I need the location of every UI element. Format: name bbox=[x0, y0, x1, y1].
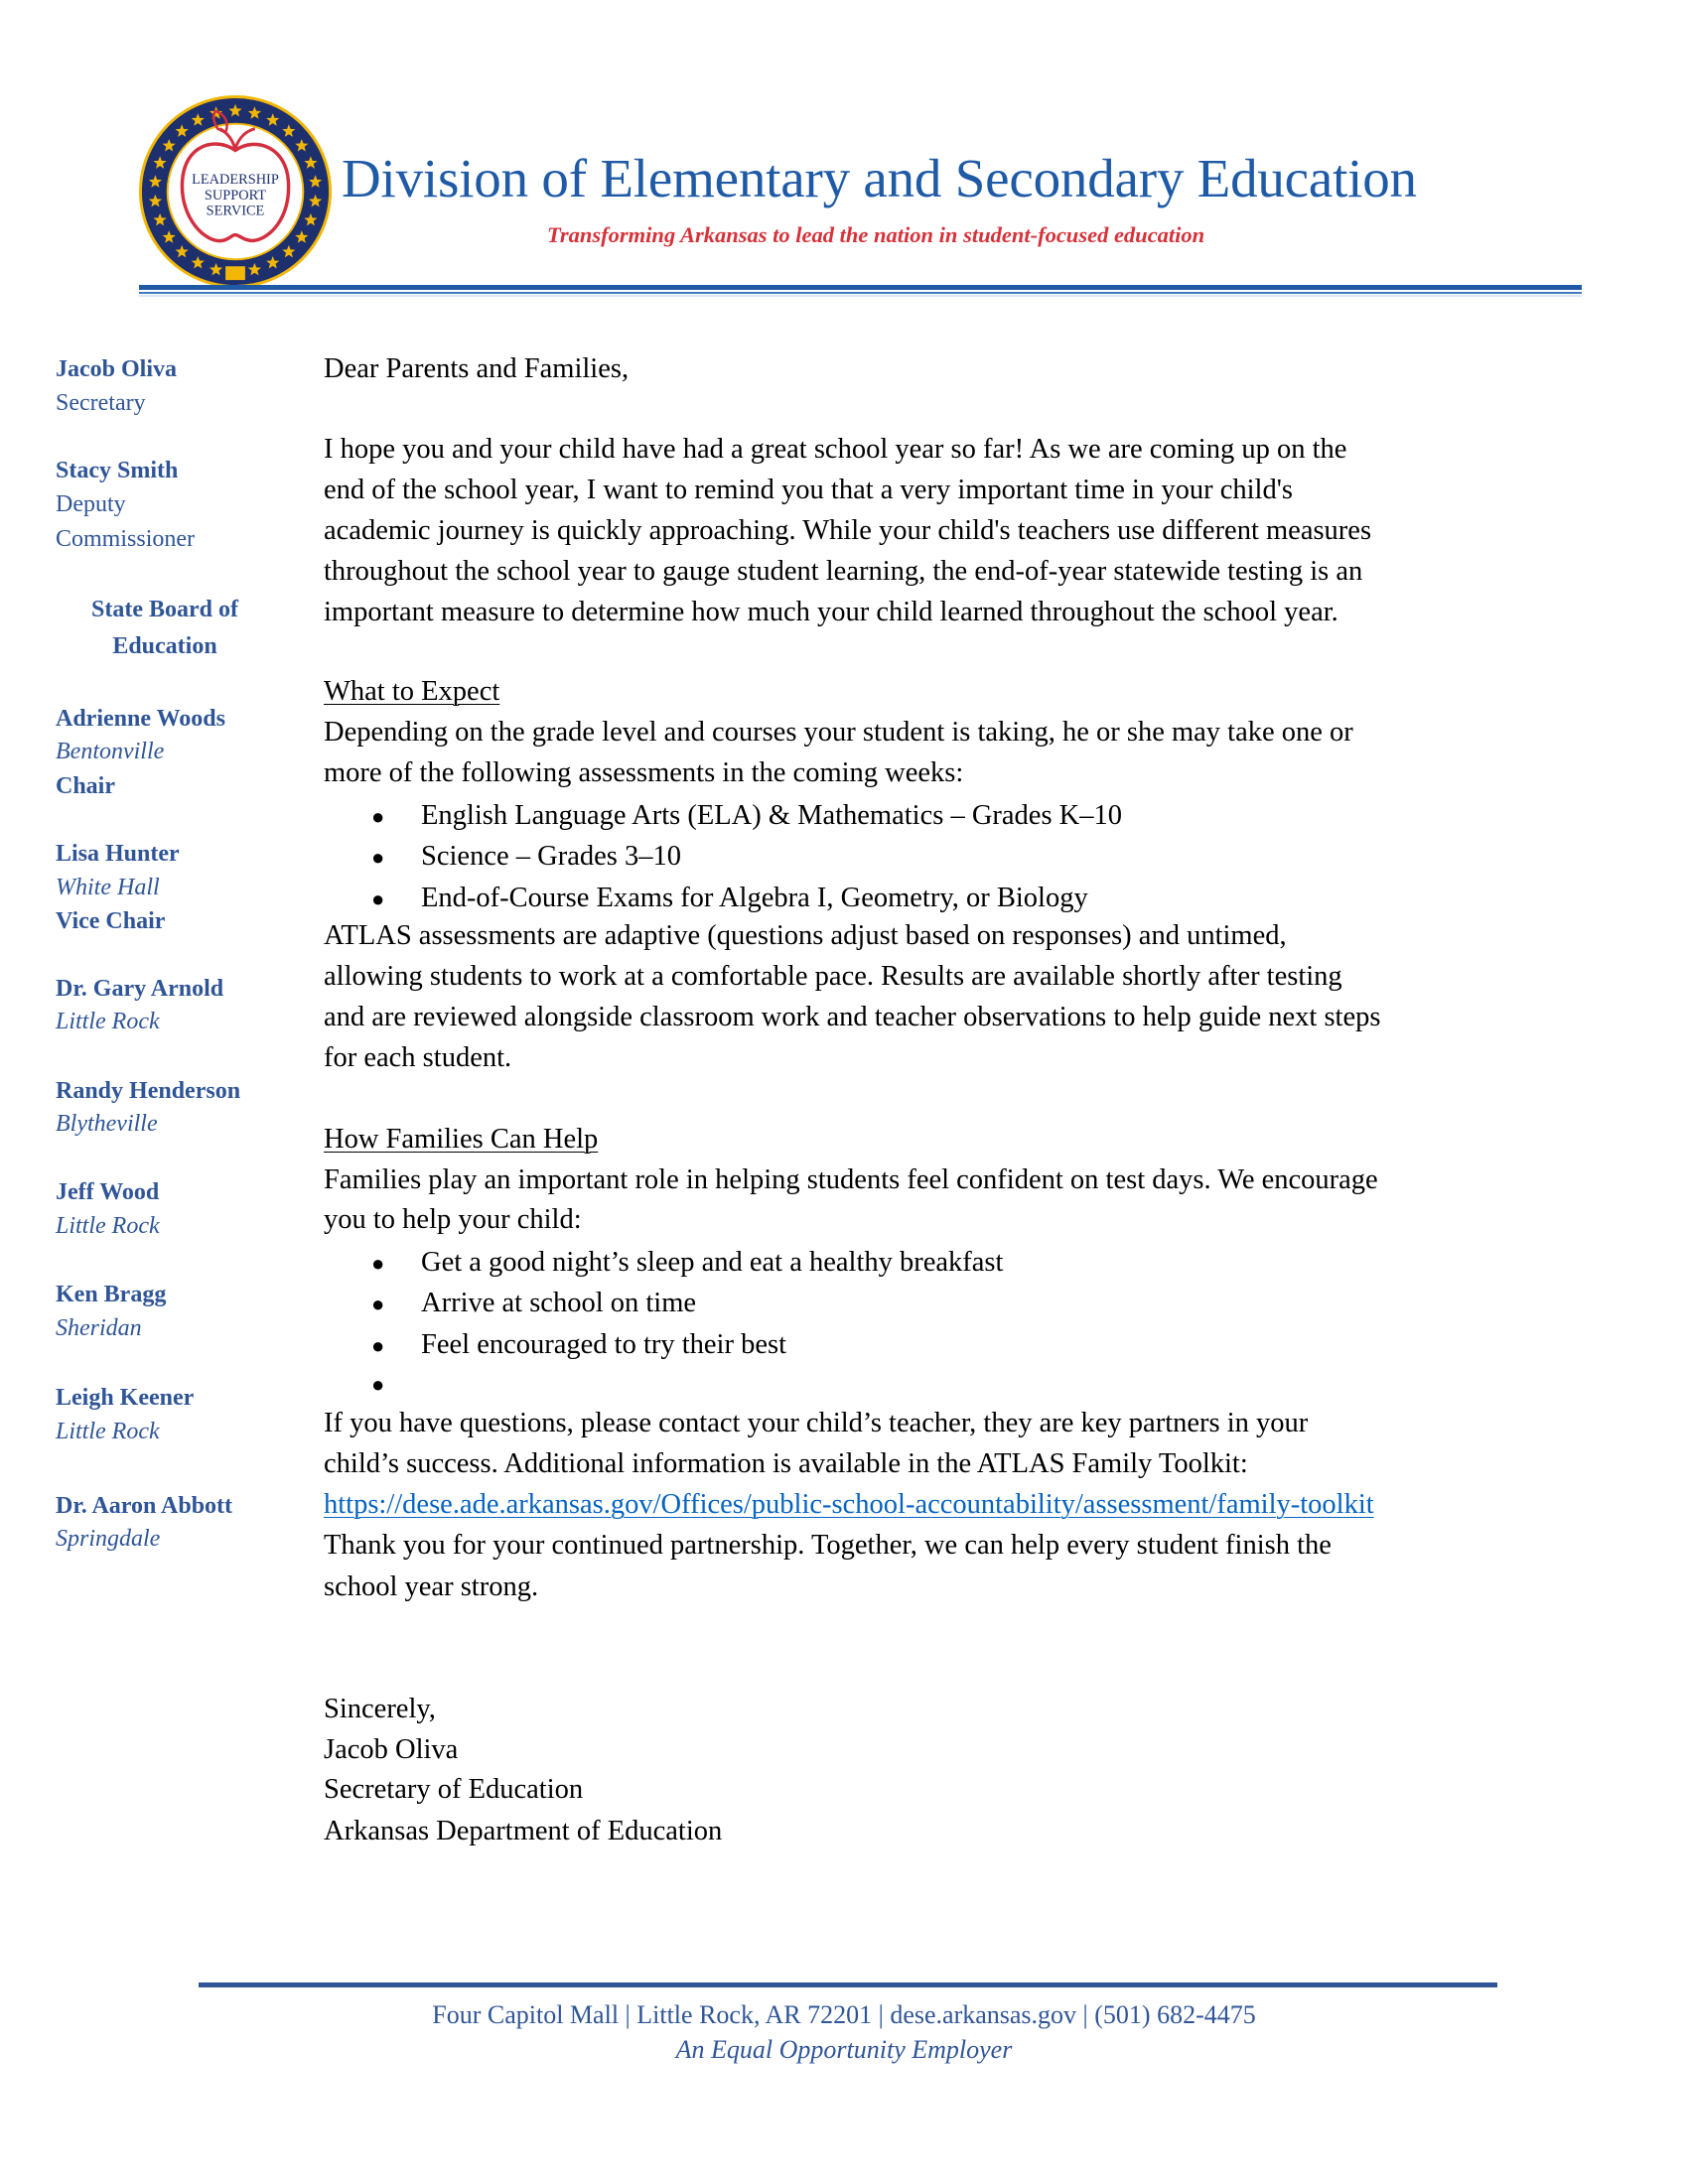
section-text: and are reviewed alongside classroom work and teacher observations to help guide next steps bbox=[324, 1002, 1381, 1032]
board-member-name: Dr. Aaron Abbott bbox=[56, 1493, 233, 1519]
board-heading: Education bbox=[112, 633, 217, 659]
organization-tagline: Transforming Arkansas to lead the nation in student-focused education bbox=[547, 222, 1205, 247]
section-text: If you have questions, please contact your child’s teacher, they are key partners in your bbox=[324, 1408, 1309, 1438]
section-heading-what-to-expect: What to Expect bbox=[324, 676, 500, 707]
bullet-icon: ● bbox=[371, 1292, 385, 1316]
board-member-name: Ken Bragg bbox=[56, 1282, 167, 1307]
bullet-icon: ● bbox=[371, 804, 385, 829]
board-member-city: Sheridan bbox=[56, 1315, 142, 1341]
bullet-icon: ● bbox=[371, 1333, 385, 1358]
header-divider-shadow bbox=[139, 295, 1582, 297]
header-divider-thin bbox=[139, 292, 1582, 294]
board-member-city: Blytheville bbox=[56, 1111, 158, 1137]
intro-line: I hope you and your child have had a great school year so far! As we are coming up on the bbox=[324, 434, 1347, 465]
section-text: ATLAS assessments are adaptive (questions adjust based on responses) and untimed, bbox=[324, 920, 1287, 951]
board-heading: State Board of bbox=[91, 597, 238, 622]
board-member-role: Chair bbox=[56, 773, 115, 799]
board-member-city: White Hall bbox=[56, 875, 160, 900]
logo-text-line-2: SUPPORT bbox=[204, 187, 267, 204]
list-item: Arrive at school on time bbox=[421, 1288, 697, 1318]
board-member-name: Jeff Wood bbox=[56, 1179, 160, 1205]
list-item: Science – Grades 3–10 bbox=[421, 841, 681, 872]
bullet-icon: ● bbox=[371, 1372, 385, 1397]
section-text: you to help your child: bbox=[324, 1204, 582, 1235]
closing-text: school year strong. bbox=[324, 1571, 539, 1602]
section-text: more of the following assessments in the coming weeks: bbox=[324, 757, 964, 788]
bullet-icon: ● bbox=[371, 845, 385, 870]
leader-name: Stacy Smith bbox=[56, 458, 179, 483]
intro-line: academic journey is quickly approaching. While your child's teachers use different measures bbox=[324, 515, 1372, 546]
board-member-city: Little Rock bbox=[56, 1213, 160, 1239]
leadership-support-service-logo bbox=[137, 93, 334, 290]
closing-text: Thank you for your continued partnership. Together, we can help every student finish the bbox=[324, 1530, 1332, 1561]
signature-title: Secretary of Education bbox=[324, 1774, 584, 1805]
signature-organization: Arkansas Department of Education bbox=[324, 1816, 723, 1846]
footer-address: Four Capitol Mall | Little Rock, AR 72201 | dese.arkansas.gov | (501) 682-4475 bbox=[432, 2000, 1256, 2029]
board-member-city: Little Rock bbox=[56, 1419, 160, 1444]
board-member-name: Leigh Keener bbox=[56, 1385, 195, 1411]
leader-title: Secretary bbox=[56, 390, 146, 416]
board-member-role: Vice Chair bbox=[56, 908, 166, 934]
leader-name: Jacob Oliva bbox=[56, 356, 178, 382]
signature-name: Jacob Oliva bbox=[324, 1734, 459, 1765]
list-item: Get a good night’s sleep and eat a healthy breakfast bbox=[421, 1247, 1004, 1278]
leader-title: Commissioner bbox=[56, 526, 196, 552]
section-text: for each student. bbox=[324, 1042, 512, 1073]
board-member-city: Little Rock bbox=[56, 1009, 160, 1034]
footer-equal-opportunity: An Equal Opportunity Employer bbox=[675, 2035, 1013, 2064]
bullet-icon: ● bbox=[371, 1251, 385, 1276]
list-item: Feel encouraged to try their best bbox=[421, 1329, 786, 1360]
logo-text-line-1: LEADERSHIP bbox=[192, 172, 279, 189]
leader-title: Deputy bbox=[56, 491, 126, 517]
board-member-name: Lisa Hunter bbox=[56, 841, 180, 867]
bullet-icon: ● bbox=[371, 887, 385, 911]
signature-closing: Sincerely, bbox=[324, 1694, 436, 1724]
section-text: allowing students to work at a comfortable pace. Results are available shortly after testing bbox=[324, 961, 1342, 992]
logo-text-line-3: SERVICE bbox=[206, 203, 265, 219]
board-member-name: Adrienne Woods bbox=[56, 706, 225, 732]
section-text: Families play an important role in helping students feel confident on test days. We encourage bbox=[324, 1164, 1378, 1195]
salutation: Dear Parents and Families, bbox=[324, 353, 630, 384]
list-item: English Language Arts (ELA) & Mathematics – Grades K–10 bbox=[421, 800, 1123, 831]
board-member-city: Bentonville bbox=[56, 739, 165, 764]
board-member-name: Randy Henderson bbox=[56, 1078, 241, 1104]
family-toolkit-link[interactable]: https://dese.ade.arkansas.gov/Offices/public-school-accountability/assessment/family-toolkit bbox=[324, 1489, 1374, 1520]
board-member-name: Dr. Gary Arnold bbox=[56, 976, 224, 1002]
section-text: child’s success. Additional information is available in the ATLAS Family Toolkit: bbox=[324, 1448, 1248, 1479]
intro-line: throughout the school year to gauge student learning, the end-of-year statewide testing is an bbox=[324, 556, 1363, 587]
section-heading-how-families-can-help: How Families Can Help bbox=[324, 1124, 599, 1155]
organization-title: Division of Elementary and Secondary Education bbox=[342, 148, 1417, 208]
intro-line: important measure to determine how much your child learned throughout the school year. bbox=[324, 597, 1338, 627]
header-divider bbox=[139, 285, 1582, 290]
list-item: End-of-Course Exams for Algebra I, Geometry, or Biology bbox=[421, 883, 1088, 913]
intro-line: end of the school year, I want to remind you that a very important time in your child's bbox=[324, 475, 1293, 505]
board-member-city: Springdale bbox=[56, 1526, 161, 1552]
section-text: Depending on the grade level and courses your student is taking, he or she may take one or bbox=[324, 717, 1353, 748]
footer-divider bbox=[199, 1982, 1497, 1987]
